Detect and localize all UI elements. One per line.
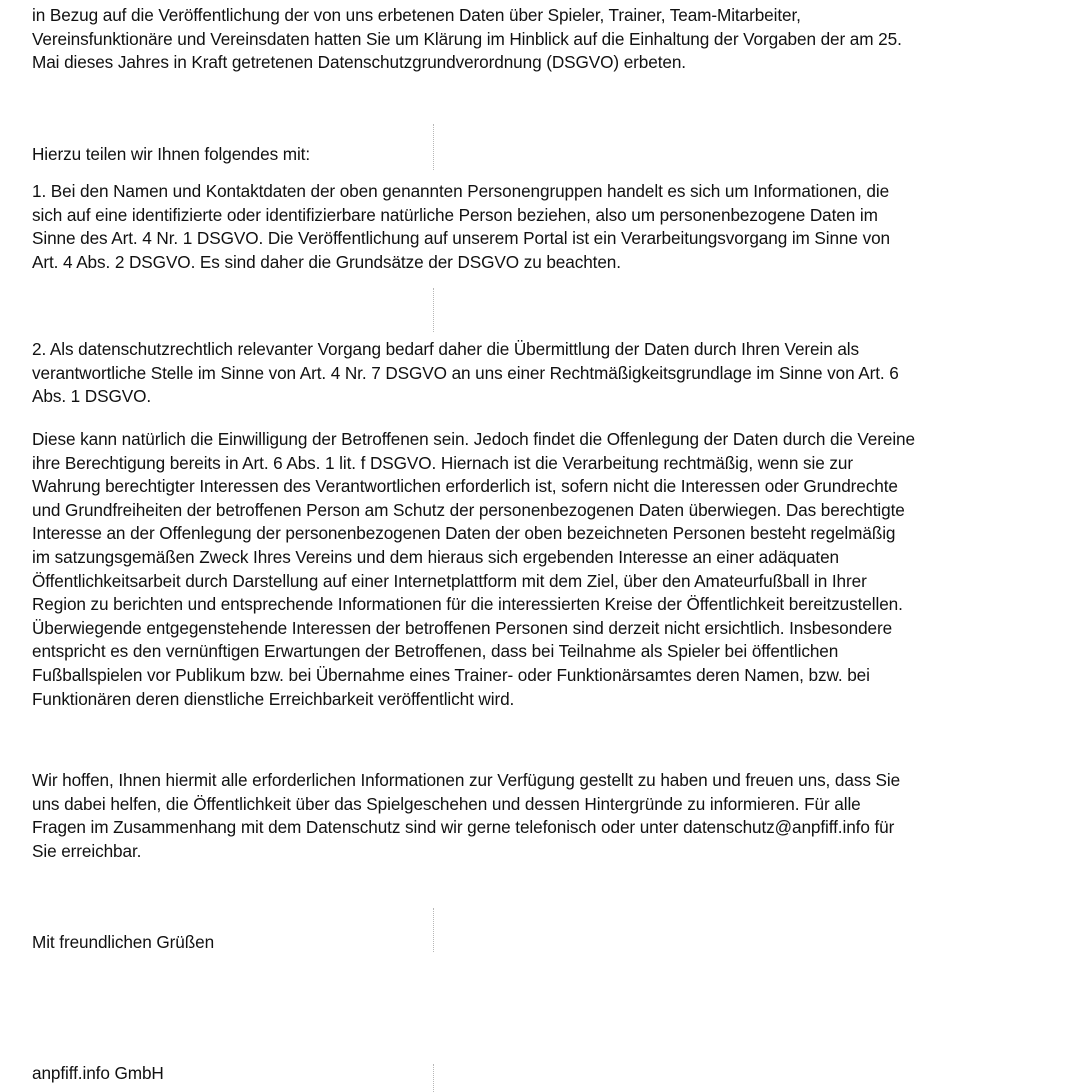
text-line: Interesse an der Offenlegung der personenbezogenen Daten der oben bezeichneten Personen besteht regelmäßig — [32, 523, 896, 544]
text-line: 1. Bei den Namen und Kontaktdaten der oben genannten Personengruppen handelt es sich um Informationen, die — [32, 181, 890, 201]
text-line: Wahrung berechtigter Interessen des Verantwortlichen erforderlich ist, sofern nicht die Interessen oder Grundrechte — [32, 476, 898, 497]
text-line: Abs. 1 DSGVO. — [32, 386, 152, 407]
text-line: Fragen im Zusammenhang mit dem Datenschutz sind wir gerne telefonisch oder unter datenschutz@anpfiff.info für — [32, 817, 895, 838]
text-line: Vereinsfunktionäre und Vereinsdaten hatten Sie um Klärung im Hinblick auf die Einhaltung der Vorgaben der am 25. — [32, 28, 902, 49]
text-line: Mai dieses Jahres in Kraft getretenen Datenschutzgrundverordnung (DSGVO) erbeten. — [32, 52, 686, 73]
text-line: entspricht es den vernünftigen Erwartungen der Betroffenen, dass bei Teilnahme als Spieler bei öffentlichen — [32, 641, 839, 662]
text-line: Sie erreichbar. — [32, 840, 142, 861]
text-line: Hierzu teilen wir Ihnen folgendes mit: — [32, 144, 311, 164]
text-line: Wir hoffen, Ihnen hiermit alle erforderlichen Informationen zur Verfügung gestellt zu haben und freuen uns, dass Sie — [32, 770, 901, 790]
signature — [32, 1062, 1074, 1086]
intro-paragraph — [32, 4, 1074, 75]
text-line: Region zu berichten und entsprechende Informationen für die interessierten Kreise der Öffentlichkeit bereitzustellen. — [32, 594, 903, 615]
greeting-text: Mit freundlichen Grüßen — [32, 932, 215, 952]
lead-paragraph — [32, 143, 1074, 167]
text-line: Überwiegende entgegenstehende Interessen der betroffenen Personen sind derzeit nicht ersichtlich. Insbesondere — [32, 617, 893, 638]
text-line: Diese kann natürlich die Einwilligung der Betroffenen sein. Jedoch findet die Offenlegung der Daten durch die Vereine — [32, 429, 915, 449]
text-line: und Grundfreiheiten der betroffenen Person am Schutz der personenbezogenen Daten überwiegen. Das berechtigte — [32, 499, 905, 520]
text-line: 2. Als datenschutzrechtlich relevanter Vorgang bedarf daher die Übermittlung der Daten durch Ihren Verein als — [32, 339, 860, 359]
greeting — [32, 931, 1074, 955]
point-1-paragraph — [32, 180, 1074, 274]
point-2-paragraph — [32, 338, 1074, 409]
text-line: Sinne des Art. 4 Nr. 1 DSGVO. Die Veröffentlichung auf unserem Portal ist ein Verarbeitungsvorgang im Sinne von — [32, 228, 890, 249]
scan-fold-mark — [433, 908, 436, 952]
text-line: uns dabei helfen, die Öffentlichkeit über das Spielgeschehen und dessen Hintergründe zu informieren. Für alle — [32, 793, 861, 814]
scan-fold-mark — [433, 124, 436, 170]
text-line: in Bezug auf die Veröffentlichung der von uns erbetenen Daten über Spieler, Trainer, Team-Mitarbeiter, — [32, 5, 801, 25]
text-line: Fußballspielen vor Publikum bzw. bei Übernahme eines Trainer- oder Funktionärsamtes deren Namen, bzw. bei — [32, 664, 870, 685]
text-line: sich auf eine identifizierte oder identifizierbare natürliche Person beziehen, also um personenbezogene Daten im — [32, 204, 878, 225]
text-line: Art. 4 Abs. 2 DSGVO. Es sind daher die Grundsätze der DSGVO zu beachten. — [32, 251, 621, 272]
text-line: Funktionären deren dienstliche Erreichbarkeit veröffentlicht wird. — [32, 688, 515, 709]
text-line: im satzungsgemäßen Zweck Ihres Vereins und dem hieraus sich ergebenden Interesse an einer adäquaten — [32, 546, 839, 567]
consent-paragraph — [32, 428, 1074, 711]
scan-fold-mark — [433, 288, 436, 332]
closing-paragraph — [32, 769, 1074, 863]
scan-fold-mark — [433, 1064, 436, 1092]
text-line: verantwortliche Stelle im Sinne von Art. 4 Nr. 7 DSGVO an uns einer Rechtmäßigkeitsgrundlage im Sinne von Art. 6 — [32, 362, 899, 383]
text-line: Öffentlichkeitsarbeit durch Darstellung auf einer Internetplattform mit dem Ziel, über den Amateurfußball in Ihrer — [32, 570, 867, 591]
signature-text: anpfiff.info GmbH — [32, 1063, 164, 1083]
text-line: ihre Berechtigung bereits in Art. 6 Abs. 1 lit. f DSGVO. Hiernach ist die Verarbeitung rechtmäßig, wenn sie zur — [32, 452, 853, 473]
